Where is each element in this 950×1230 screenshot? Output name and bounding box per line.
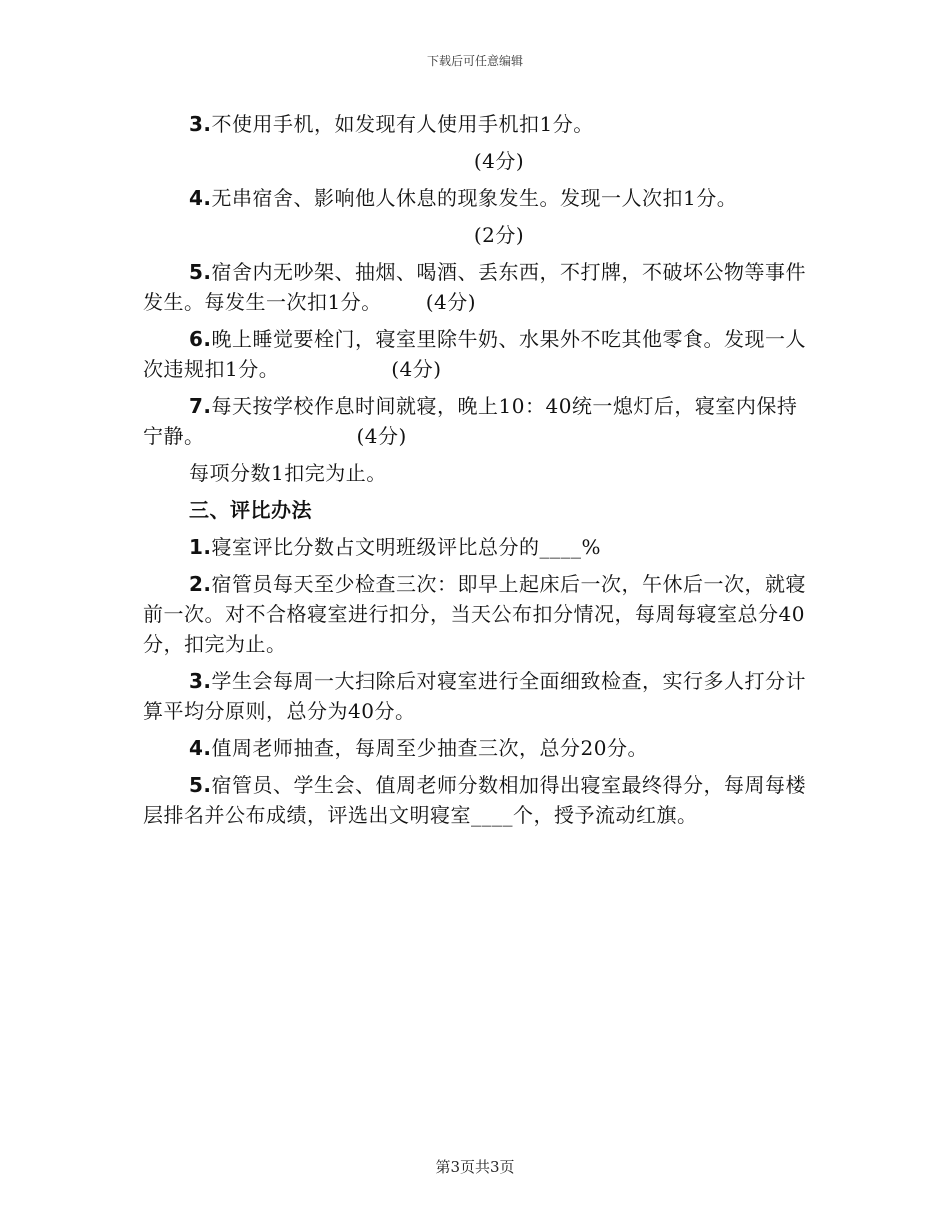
item-number: 3. — [189, 669, 212, 693]
method-item-1 — [143, 532, 807, 562]
item-text: 宿管员每天至少检查三次：即早上起床后一次，午休后一次，就寝前一次。对不合格寝室进行扣分，当天公布扣分情况，每周每寝室总分40分，扣完为止。 — [143, 572, 807, 656]
item-text: 学生会每周一大扫除后对寝室进行全面细致检查，实行多人打分计算平均分原则，总分为40分。 — [143, 669, 807, 723]
item-text: 寝室评比分数占文明班级评比总分的____% — [211, 535, 602, 559]
rule-item-3-score: (4分) — [473, 149, 525, 173]
item-score: (4分) — [425, 290, 477, 314]
item-number: 4. — [189, 736, 212, 760]
item-number: 5. — [189, 773, 212, 797]
item-text: 每天按学校作息时间就寝，晚上10：40统一熄灯后，寝室内保持宁静。 — [143, 394, 798, 448]
item-number: 2. — [189, 572, 212, 596]
item-text: 宿管员、学生会、值周老师分数相加得出寝室最终得分，每周每楼层排名并公布成绩，评选出文明寝室____个，授予流动红旗。 — [143, 773, 807, 827]
page-footer: 第3页共3页 — [435, 1158, 515, 1176]
item-number: 7. — [189, 394, 212, 418]
item-score: (4分) — [356, 424, 407, 448]
section-title: 三、评比办法 — [189, 498, 312, 522]
rule-item-3 — [143, 109, 807, 139]
rule-item-4-score: (2分) — [473, 223, 525, 247]
item-number: 6. — [189, 327, 212, 351]
rule-item-7 — [143, 391, 807, 451]
item-text: 值周老师抽查，每周至少抽查三次，总分20分。 — [211, 736, 648, 760]
rule-item-6 — [143, 324, 807, 384]
document-body — [143, 109, 807, 837]
rule-item-4 — [143, 183, 807, 213]
item-number: 1. — [189, 535, 212, 559]
item-text: 宿舍内无吵架、抽烟、喝酒、丢东西，不打牌，不破坏公物等事件发生。每发生一次扣1分。 — [143, 260, 807, 314]
item-score: (4分) — [391, 357, 442, 381]
item-text: 无串宿舍、影响他人休息的现象发生。发现一人次扣1分。 — [211, 186, 738, 210]
item-number: 5. — [189, 260, 212, 284]
rule-item-5 — [143, 257, 807, 317]
item-number: 4. — [189, 186, 212, 210]
method-item-5 — [143, 770, 807, 830]
item-number: 3. — [189, 112, 212, 136]
deduction-note: 每项分数1扣完为止。 — [189, 461, 387, 485]
item-text: 晚上睡觉要栓门，寝室里除牛奶、水果外不吃其他零食。发现一人次违规扣1分。 — [143, 327, 807, 381]
method-item-3 — [143, 666, 807, 726]
page-header: 下载后可任意编辑 — [426, 54, 523, 68]
method-item-2 — [143, 569, 807, 659]
method-item-4 — [143, 733, 807, 763]
item-text: 不使用手机，如发现有人使用手机扣1分。 — [211, 112, 594, 136]
